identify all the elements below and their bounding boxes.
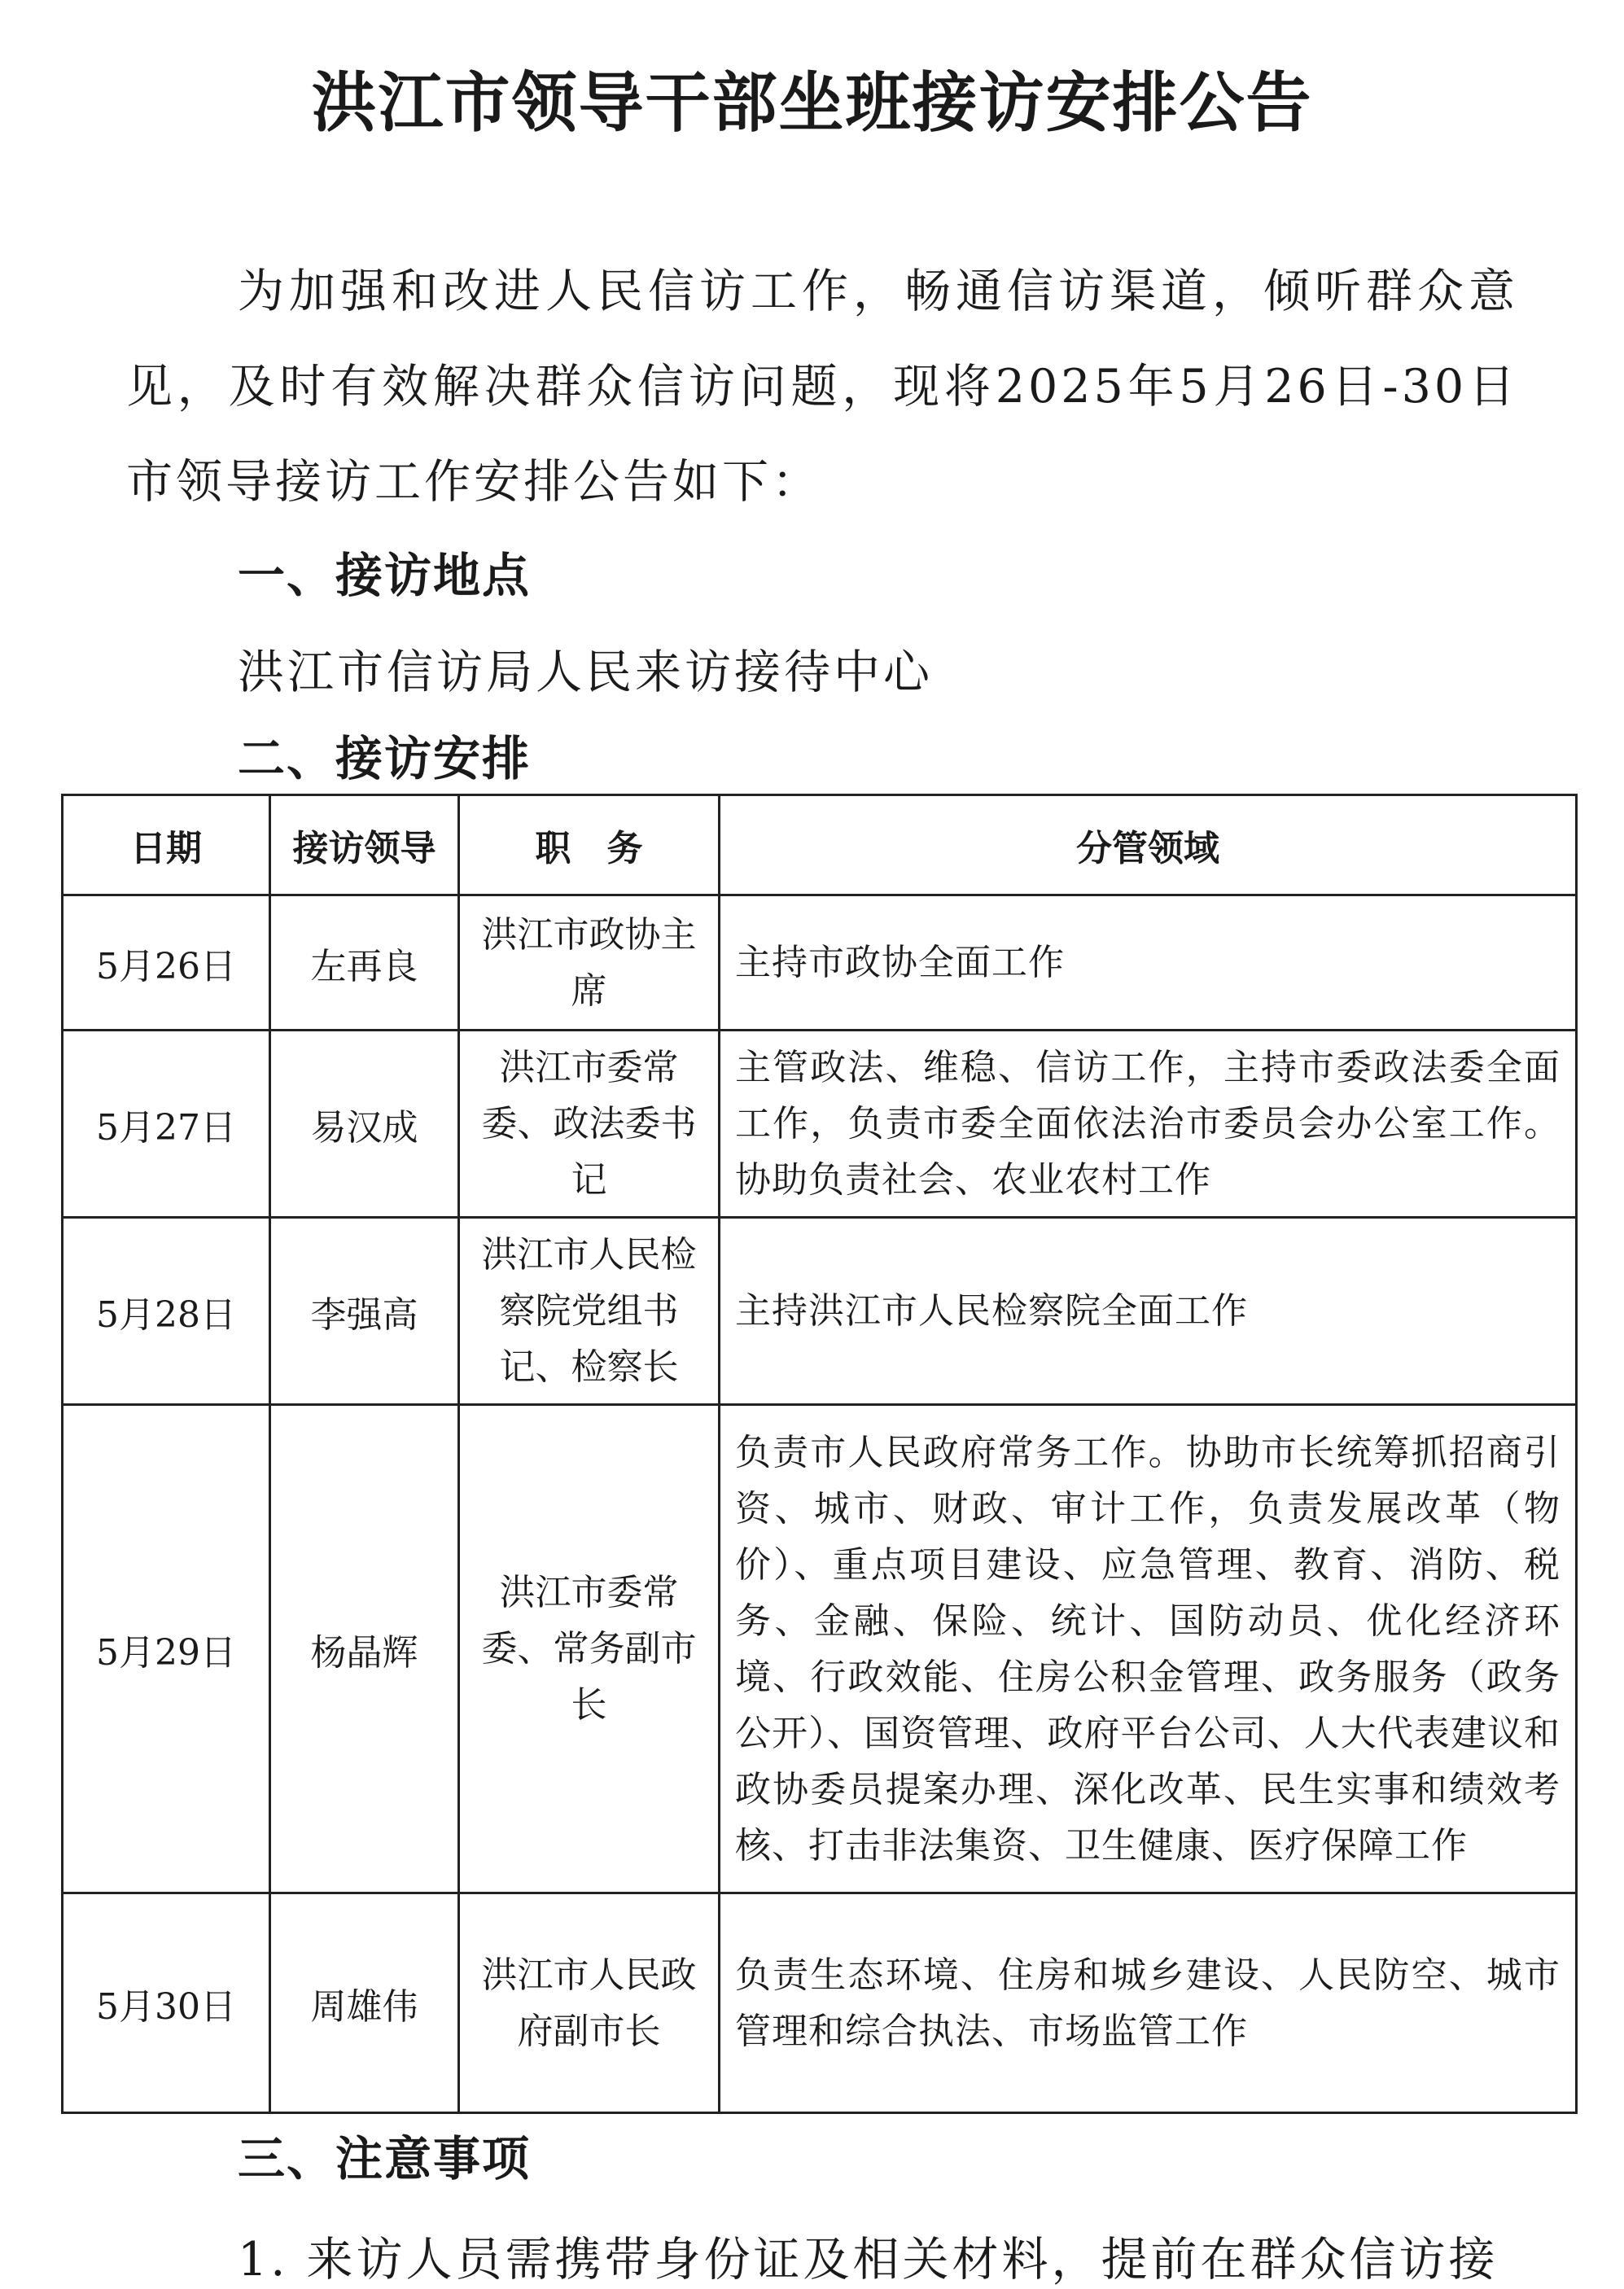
cell-position: 洪江市人民政府副市长 [459,1893,720,2113]
cell-position: 洪江市委常委、常务副市长 [459,1405,720,1893]
page-title: 洪江市领导干部坐班接访安排公告 [311,65,1313,141]
cell-date: 5月29日 [63,1405,270,1893]
section1-heading: 一、接访地点 [238,548,532,603]
cell-leader: 杨晶辉 [270,1405,459,1893]
cell-date: 5月27日 [63,1031,270,1218]
section1-content: 洪江市信访局人民来访接待中心 [238,646,933,699]
cell-area: 负责市人民政府常务工作。协助市长统筹抓招商引资、城市、财政、审计工作，负责发展改革（物价）、重点项目建设、应急管理、教育、消防、税务、金融、保险、统计、国防动员、优化经济环境、行政效能、住房公积金管理、政务服务（政务公开）、国资管理、政府平台公司、人大代表建议和政协委员提案办理、深化改革、民生实事和绩效考核、打击非法集资、卫生健康、医疗保障工作 [720,1405,1577,1893]
schedule-table [61,794,1578,2114]
cell-area: 负责生态环境、住房和城乡建设、人民防空、城市管理和综合执法、市场监管工作 [720,1893,1577,2113]
cell-position: 洪江市人民检察院党组书记、检察长 [459,1218,720,1405]
cell-leader: 周雄伟 [270,1893,459,2113]
table-row [63,1031,1577,1218]
header-position: 职 务 [459,795,720,895]
cell-area: 主管政法、维稳、信访工作，主持市委政法委全面工作，负责市委全面依法治市委员会办公室工作。协助负责社会、农业农村工作 [720,1031,1577,1218]
intro-paragraph: 为加强和改进人民信访工作，畅通信访渠道，倾听群众意见，及时有效解决群众信访问题，现将2025年5月26日-30日市领导接访工作安排公告如下： [126,265,1518,509]
section2-heading: 二、接访安排 [238,731,532,786]
header-leader: 接访领导 [270,795,459,895]
cell-date: 5月30日 [63,1893,270,2113]
cell-area: 主持洪江市人民检察院全面工作 [720,1218,1577,1405]
header-date: 日期 [63,795,270,895]
cell-area: 主持市政协全面工作 [720,895,1577,1031]
table-header-row [63,795,1577,895]
table-row [63,1405,1577,1893]
cell-date: 5月26日 [63,895,270,1031]
cell-leader: 易汉成 [270,1031,459,1218]
notice-item-1: 1. 来访人员需携带身份证及相关材料，提前在群众信访接 [238,2233,1499,2287]
cell-position: 洪江市委常委、政法委书记 [459,1031,720,1218]
section3-heading: 三、注意事项 [238,2131,532,2186]
cell-date: 5月28日 [63,1218,270,1405]
cell-position: 洪江市政协主席 [459,895,720,1031]
cell-leader: 李强高 [270,1218,459,1405]
table-row [63,895,1577,1031]
table-row [63,1218,1577,1405]
table-row [63,1893,1577,2113]
cell-leader: 左再良 [270,895,459,1031]
header-area: 分管领域 [720,795,1577,895]
